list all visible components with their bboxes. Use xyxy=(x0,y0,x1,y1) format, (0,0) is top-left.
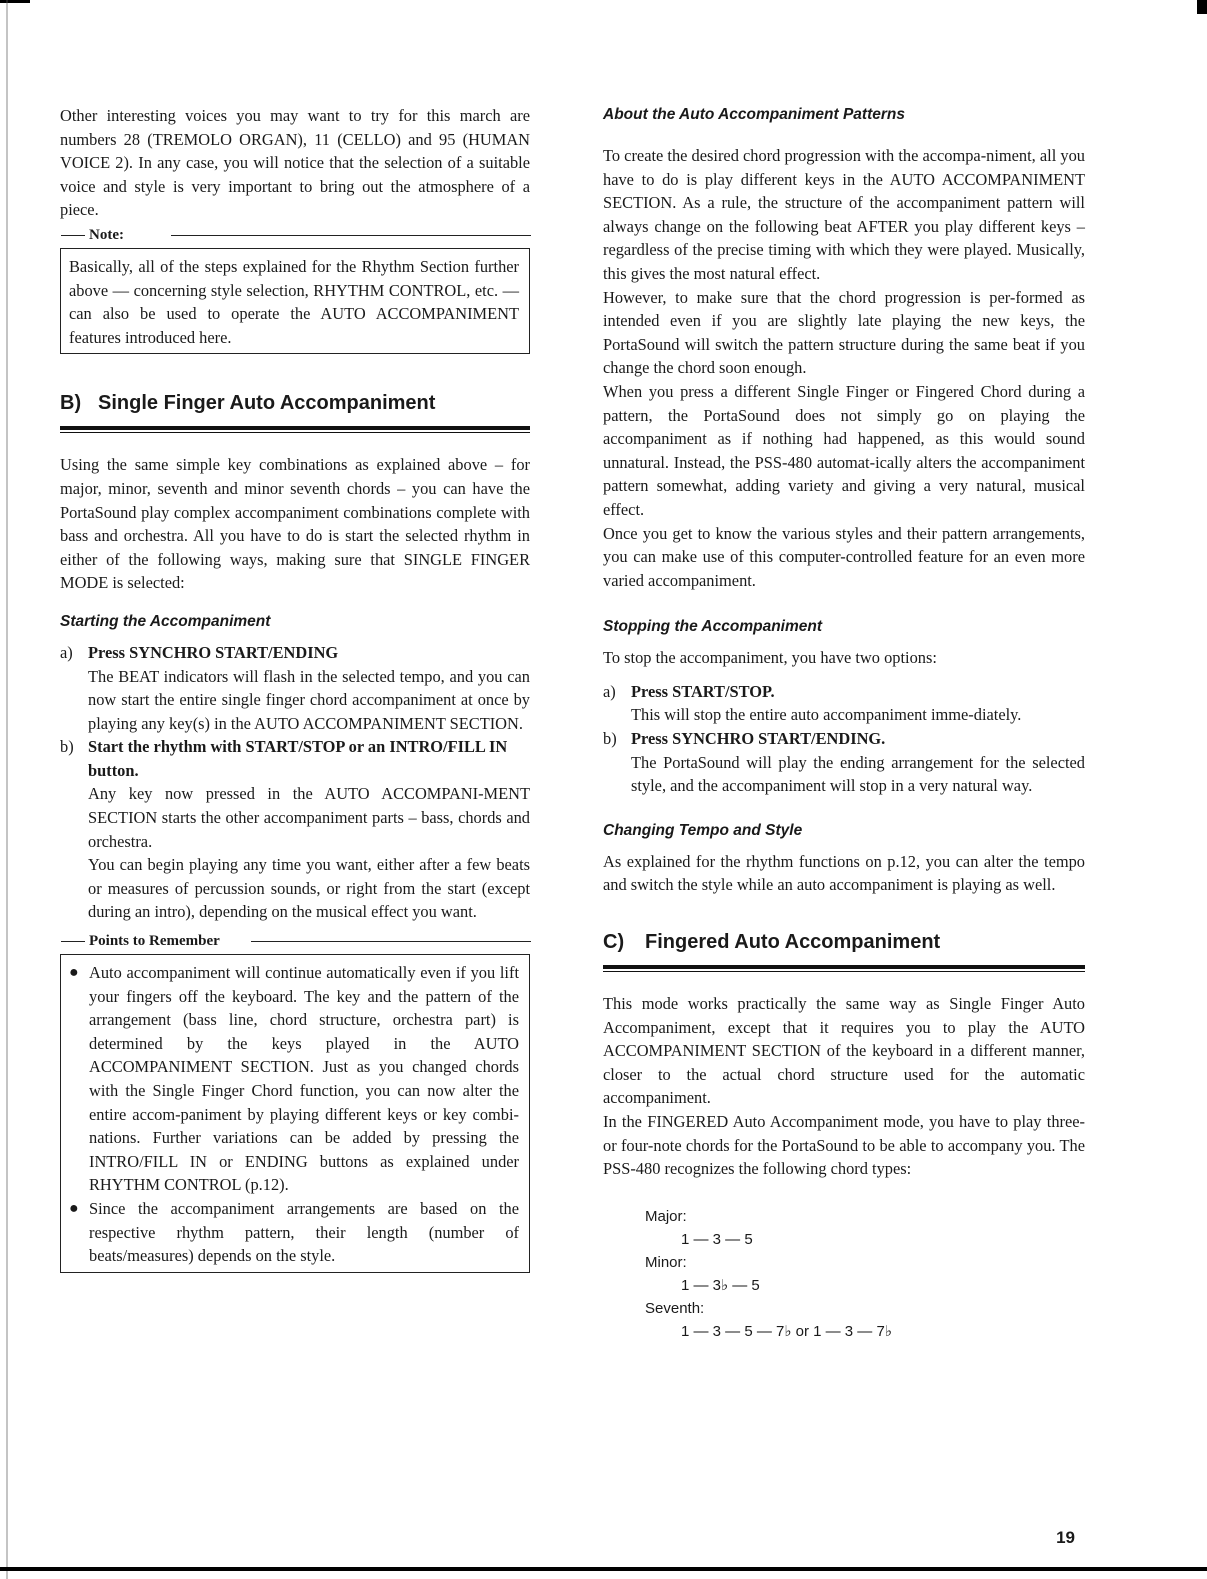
page-number: 19 xyxy=(1056,1528,1075,1547)
scan-border-mark xyxy=(0,0,30,3)
section-c-letter: C) xyxy=(603,931,625,954)
step-letter: a) xyxy=(60,642,73,662)
section-c-heading xyxy=(603,929,1085,955)
section-c-rule xyxy=(603,965,1085,972)
about-heading: About the Auto Accompaniment Patterns xyxy=(603,106,905,123)
step-title: Press START/STOP. xyxy=(631,681,775,701)
scan-left-edge xyxy=(6,0,8,1579)
section-b-paragraph: Using the same simple key combinations as explained above – for major, minor, seventh and minor seventh chords – you can have the PortaSound play complex accompaniment combinations complete with bass and orchestra. All you have to do is start the selected rhythm in either of the following ways, making sure that SINGLE FINGER MODE is selected: xyxy=(60,455,530,593)
about-paragraph: When you press a different Single Finger or Fingered Chord during a pattern, the PortaSound does not simply go on playing the accompaniment as if nothing had happened, as this would sound unnatural. Instead, the PSS-480 automat-ically alters the accompaniment pattern somewhat, adding variety and giving a very natural, musical effect. xyxy=(603,381,1085,519)
starting-step-b xyxy=(60,735,530,924)
step-title: Start the rhythm with START/STOP or an INTRO/FILL IN button. xyxy=(88,737,508,780)
changing-text: As explained for the rhythm functions on p.12, you can alter the tempo and switch the style while an auto accompaniment is playing as well. xyxy=(603,851,1085,895)
starting-heading: Starting the Accompaniment xyxy=(60,612,271,630)
step-text: Any key now pressed in the AUTO ACCOMPANI-MENT SECTION starts the other accompaniment parts – bass, chords and orchestra. xyxy=(88,784,530,851)
step-text: The BEAT indicators will flash in the selected tempo, and you can now start the entire single finger chord accompaniment at once by playing any key(s) in the AUTO ACCOMPANIMENT SECTION. xyxy=(88,666,530,733)
chord-list xyxy=(645,1205,1085,1343)
stopping-heading: Stopping the Accompaniment xyxy=(603,618,823,636)
chord-formula: 1 — 3♭ — 5 xyxy=(681,1276,760,1294)
step-text: You can begin playing any time you want, either after a few beats or measures of percussion sounds, or right from the start (except during an intro), depending on the musical effect you want. xyxy=(88,855,530,922)
chord-name: Minor: xyxy=(645,1253,687,1271)
points-item xyxy=(69,961,519,1197)
step-title: Press SYNCHRO START/ENDING. xyxy=(631,729,886,749)
points-box xyxy=(60,933,530,1273)
step-letter: b) xyxy=(60,737,74,757)
starting-step-a xyxy=(60,641,530,735)
points-item-text: Auto accompaniment will continue automatically even if you lift your fingers off the keyboard. The key and the pattern of the arrangement (bass line, chord structure, orchestra part) is determined by the keys played in the AUTO ACCOMPANIMENT SECTION. Just as you changed chords with the Single Finger Chord function, you can now alter the entire accom-paniment by playing different keys or key combi-nations. Further variations can be added by pressing the INTRO/FILL IN or ENDING buttons as explained under RHYTHM CONTROL (p.12). xyxy=(89,963,519,1195)
section-b-rule xyxy=(60,426,530,433)
step-text: This will stop the entire auto accompaniment imme-diately. xyxy=(631,705,1022,725)
step-text: The PortaSound will play the ending arrangement for the selected style, and the accompaniment will stop in a very natural way. xyxy=(631,752,1085,796)
section-c-title: Fingered Auto Accompaniment xyxy=(645,931,941,954)
section-b-title: Single Finger Auto Accompaniment xyxy=(98,392,436,415)
section-c-paragraph: This mode works practically the same way as Single Finger Auto Accompaniment, except that it requires you to play the AUTO ACCOMPANIMENT SECTION of the keyboard in a different manner, closer to the actual chord structure used for the automatic accompaniment. xyxy=(603,994,1085,1108)
note-rule xyxy=(171,235,531,236)
chord-name: Major: xyxy=(645,1207,687,1225)
changing-heading: Changing Tempo and Style xyxy=(603,821,803,839)
stopping-step-b xyxy=(603,727,1085,798)
note-text: Basically, all of the steps explained for the Rhythm Section further above — concerning style selection, RHYTHM CONTROL, etc. — can also be used to operate the AUTO ACCOMPANIMENT features introduced here. xyxy=(69,256,519,347)
stopping-intro: To stop the accompaniment, you have two options: xyxy=(603,648,937,668)
note-box xyxy=(60,226,530,354)
scan-right-mark xyxy=(1197,0,1207,14)
left-column xyxy=(60,104,530,1273)
step-letter: b) xyxy=(603,729,617,749)
section-b-heading xyxy=(60,390,530,416)
section-c-paragraph: In the FINGERED Auto Accompaniment mode, you have to play three- or four-note chords for the PortaSound to be able to accompany you. The PSS-480 recognizes the following chord types: xyxy=(603,1112,1085,1179)
scan-bottom-edge xyxy=(0,1567,1207,1571)
bullet-icon: ● xyxy=(69,964,79,982)
step-letter: a) xyxy=(603,681,616,701)
step-title: Press SYNCHRO START/ENDING xyxy=(88,642,339,662)
points-item-text: Since the accompaniment arrangements are based on the respective rhythm pattern, their length (number of beats/measures) depends on the style. xyxy=(89,1198,519,1266)
section-b-letter: B) xyxy=(60,392,82,415)
stopping-step-a xyxy=(603,680,1085,727)
bullet-icon: ● xyxy=(69,1199,79,1217)
right-column xyxy=(603,104,1085,1343)
note-label: Note: xyxy=(61,225,129,245)
chord-formula: 1 — 3 — 5 xyxy=(681,1230,753,1248)
intro-paragraph: Other interesting voices you may want to try for this march are numbers 28 (TREMOLO ORGAN), 11 (CELLO) and 95 (HUMAN VOICE 2). In any case, you will notice that the selection of a suitable voice and style is very important to bring out the atmosphere of a piece. xyxy=(60,106,530,220)
about-paragraph: Once you get to know the various styles and their pattern arrangements, you can make use of this computer-controlled feature for an even more varied accompaniment. xyxy=(603,523,1085,590)
points-rule xyxy=(251,941,531,942)
about-paragraph: To create the desired chord progression with the accompa-niment, all you have to do is play different keys in the AUTO ACCOMPANIMENT SECTION. As a rule, the structure of the accompaniment pattern will always change on the following beat AFTER you play different keys – regardless of the precise timing with which they were played. Musically, this gives the most natural effect. xyxy=(603,146,1085,283)
about-paragraph: However, to make sure that the chord progression is per-formed as intended even if you are slightly late playing the new keys, the PortaSound will switch the pattern structure during the same beat if you change the chord soon enough. xyxy=(603,287,1085,378)
chord-formula: 1 — 3 — 5 — 7♭ or 1 — 3 — 7♭ xyxy=(681,1322,892,1340)
chord-name: Seventh: xyxy=(645,1299,705,1317)
points-label: Points to Remember xyxy=(61,931,225,951)
points-item xyxy=(69,1197,519,1268)
